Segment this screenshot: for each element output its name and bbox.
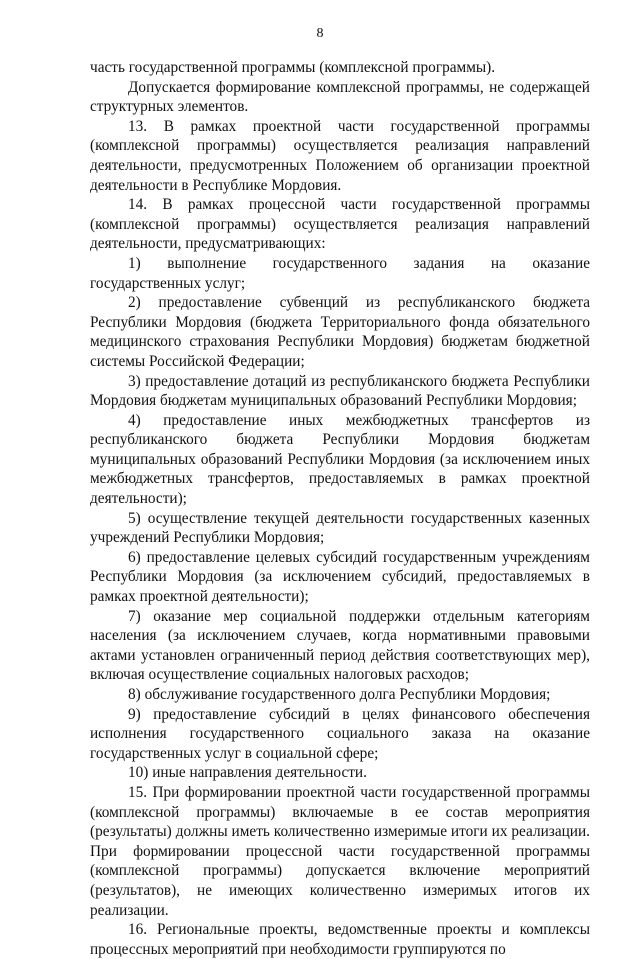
list-item: 4) предоставление иных межбюджетных трансфертов из республиканского бюджета Республики Мордовия бюджетам муниципальных образований Республики Мордовия (за исключением иных межбюджетных трансфертов, предоставляемых в рамках проектной деятельности); xyxy=(90,411,590,508)
list-item: 2) предоставление субвенций из республиканского бюджета Республики Мордовия (бюджета Территориального фонда обязательного медицинского страхования Республики Мордовия) бюджетам бюджетной системы Российской Федерации; xyxy=(90,294,590,370)
list-item: 9) предоставление субсидий в целях финансового обеспечения исполнения государственного социального заказа на оказание государственных услуг в социальной сфере; xyxy=(90,705,590,762)
paragraph-item-14: 14. В рамках процессной части государственной программы (комплексной программы) осуществляется реализация направлений деятельности, предусматривающих: xyxy=(90,196,590,253)
list-item: 7) оказание мер социальной поддержки отдельным категориям населения (за исключением случаев, когда нормативными правовыми актами установлен ограниченный период действия соответствующих мер), включая осуществление социальных налоговых расходов; xyxy=(90,607,590,684)
list-item: 6) предоставление целевых субсидий государственным учреждениям Республики Мордовия (за исключением субсидий, предоставляемых в рамках проектной деятельности); xyxy=(90,548,590,606)
list-item: 10) иные направления деятельности. xyxy=(128,764,367,782)
paragraph: часть государственной программы (комплексной программы). xyxy=(90,59,496,76)
list-item: 5) осуществление текущей деятельности государственных казенных учреждений Республики Мордовия; xyxy=(90,509,590,547)
page-number: 8 xyxy=(316,26,324,41)
list-item: 3) предоставление дотаций из республиканского бюджета Республики Мордовия бюджетам муниципальных образований Республики Мордовия; xyxy=(90,372,590,410)
document-body xyxy=(90,58,590,959)
list-item: 8) обслуживание государственного долга Республики Мордовия; xyxy=(128,686,551,703)
paragraph-item-13: 13. В рамках проектной части государственной программы (комплексной программы) осуществляется реализация направлений деятельности, предусмотренных Положением об организации проектной деятельности в Республике Мордовия. xyxy=(90,117,590,194)
paragraph-item-15: 15. При формировании проектной части государственной программы (комплексной программы) включаемые в ее состав мероприятия (результаты) должны иметь количественно измеримые итоги их реализации. При формировании процессной части государственной программы (комплексной программы) допускается включение мероприятий (результатов), не имеющих количественно измеримых итогов их реализации. xyxy=(90,783,590,919)
paragraph: Допускается формирование комплексной программы, не содержащей структурных элементов. xyxy=(90,78,590,116)
paragraph-item-16: 16. Региональные проекты, ведомственные проекты и комплексы процессных мероприятий при необходимости группируются по xyxy=(90,921,590,958)
list-item: 1) выполнение государственного задания на оказание государственных услуг; xyxy=(90,254,590,292)
